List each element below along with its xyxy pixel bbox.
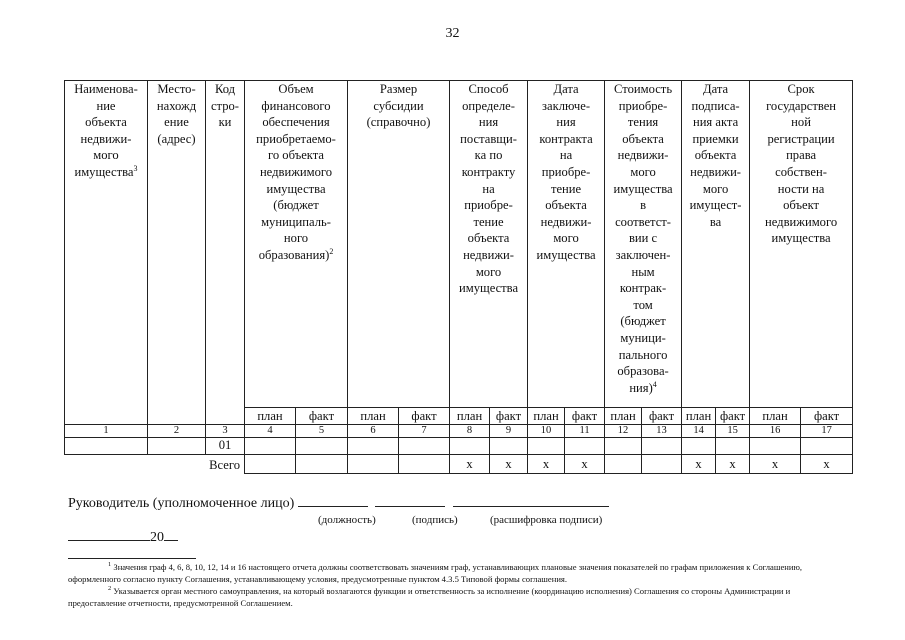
fact-cell: факт <box>490 408 528 425</box>
decryption-caption: (расшифровка подписи) <box>490 514 603 526</box>
total-cell: х <box>682 455 716 474</box>
report-table <box>64 80 853 474</box>
total-label: Всего <box>65 455 245 474</box>
total-cell <box>605 455 642 474</box>
fact-cell: факт <box>642 408 682 425</box>
total-cell: х <box>528 455 565 474</box>
header-cell: Код стро- ки <box>206 81 245 425</box>
row-code: 01 <box>206 438 245 455</box>
column-number: 11 <box>565 425 605 438</box>
total-cell <box>296 455 348 474</box>
table-cell <box>605 438 642 455</box>
column-number: 13 <box>642 425 682 438</box>
column-number: 4 <box>245 425 296 438</box>
table-cell <box>450 438 490 455</box>
column-number: 10 <box>528 425 565 438</box>
plan-cell: план <box>348 408 399 425</box>
total-cell: х <box>750 455 801 474</box>
header-cell: Срок государствен ной регистрации права собствен- ности на объект недвижимого имущества <box>750 81 853 408</box>
plan-cell: план <box>528 408 565 425</box>
column-number: 15 <box>716 425 750 438</box>
total-cell <box>348 455 399 474</box>
table-cell <box>642 438 682 455</box>
column-number: 1 <box>65 425 148 438</box>
footnote: $^1$ Значения граф 4, 6, 8, 10, 12, 14 и 16 настоящего отчета должны соответствовать значениям граф, устанавливающих плановые значения показателей по графам приложения к Соглашению, оформленного согласно пункту Соглашения, устанавливающему условия, предусмотренные пунктом 4.3.5 Типовой формы соглашения. <box>68 561 803 584</box>
date-blank <box>68 528 150 541</box>
header-cell: Дата заключе- ния контракта на приобре- тение объекта недвижи- мого имущества <box>528 81 605 408</box>
table-cell <box>716 438 750 455</box>
column-number: 9 <box>490 425 528 438</box>
year-blank <box>164 528 178 541</box>
total-cell: х <box>450 455 490 474</box>
fact-cell: факт <box>296 408 348 425</box>
plan-cell: план <box>682 408 716 425</box>
decryption-blank <box>453 494 609 507</box>
total-row <box>65 455 853 474</box>
table-row <box>65 438 853 455</box>
header-cell: Дата подписа- ния акта приемки объекта недвижи- мого имущест- ва <box>682 81 750 408</box>
position-blank <box>298 494 368 507</box>
signature-caption: (подпись) <box>412 514 458 526</box>
table-cell <box>801 438 853 455</box>
header-row <box>65 81 853 408</box>
header-cell: Стоимость приобре- тения объекта недвижи- мого имущества в соответст- вии с заключен- ным контрак- том (бюджет муници- пального образова- ния)$^4$ <box>605 81 682 408</box>
position-caption: (должность) <box>318 514 376 526</box>
table-cell <box>348 438 399 455</box>
fact-cell: факт <box>801 408 853 425</box>
header-cell: Размер субсидии (справочно) <box>348 81 450 408</box>
header-cell: Место- нахожд ение (адрес) <box>148 81 206 425</box>
fact-cell: факт <box>565 408 605 425</box>
total-cell: х <box>801 455 853 474</box>
column-number: 17 <box>801 425 853 438</box>
total-cell <box>642 455 682 474</box>
table-cell <box>245 438 296 455</box>
column-number: 8 <box>450 425 490 438</box>
column-number: 2 <box>148 425 206 438</box>
plan-cell: план <box>750 408 801 425</box>
table-cell <box>682 438 716 455</box>
page-number: 32 <box>445 26 460 41</box>
total-cell <box>399 455 450 474</box>
total-cell <box>245 455 296 474</box>
table-cell <box>528 438 565 455</box>
signature-label: Руководитель (уполномоченное лицо) <box>68 496 295 511</box>
date-line <box>68 528 178 546</box>
signature-line <box>68 494 609 512</box>
column-number: 6 <box>348 425 399 438</box>
table-cell <box>399 438 450 455</box>
table-cell <box>296 438 348 455</box>
total-cell: х <box>565 455 605 474</box>
column-number: 12 <box>605 425 642 438</box>
table-cell <box>490 438 528 455</box>
table-cell <box>65 438 148 455</box>
header-cell: Наименова- ние объекта недвижи- мого имущества$^3$ <box>65 81 148 425</box>
column-number: 7 <box>399 425 450 438</box>
plan-cell: план <box>450 408 490 425</box>
table-cell <box>565 438 605 455</box>
header-cell: Объем финансового обеспечения приобретаемо- го объекта недвижимого имущества (бюджет муниципаль- ного образования)$^2$ <box>245 81 348 408</box>
header-cell: Способ определе- ния поставщи- ка по контракту на приобре- тение объекта недвижи- мого имущества <box>450 81 528 408</box>
signature-blank <box>375 494 445 507</box>
column-number: 16 <box>750 425 801 438</box>
table-cell <box>148 438 206 455</box>
column-number: 3 <box>206 425 245 438</box>
column-numbers-row <box>65 425 853 438</box>
fact-cell: факт <box>716 408 750 425</box>
footnote-divider <box>68 558 196 559</box>
column-number: 14 <box>682 425 716 438</box>
footnote: $^2$ Указывается орган местного самоуправления, на который возлагаются функции и ответственность за исполнение (координацию исполнения) Соглашения со стороны Администрации и предоставление отчетности, предусмотренной Соглашением. <box>68 585 791 608</box>
table-cell <box>750 438 801 455</box>
total-cell: х <box>490 455 528 474</box>
year-prefix: 20 <box>150 530 164 545</box>
plan-cell: план <box>245 408 296 425</box>
total-cell: х <box>716 455 750 474</box>
plan-cell: план <box>605 408 642 425</box>
column-number: 5 <box>296 425 348 438</box>
fact-cell: факт <box>399 408 450 425</box>
